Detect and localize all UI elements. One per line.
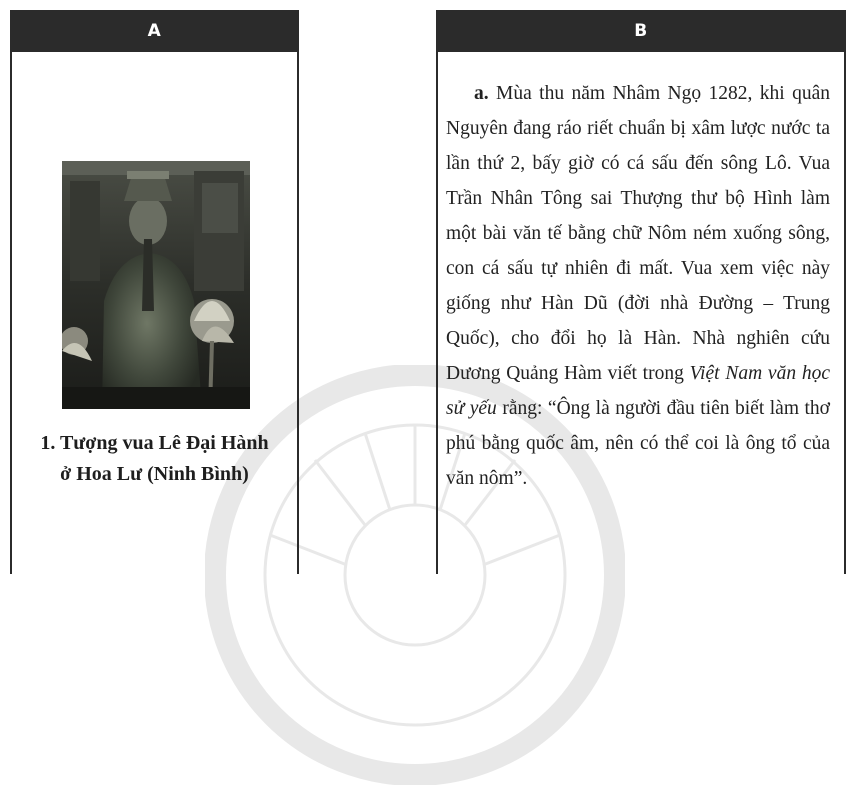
column-a-header: A — [10, 10, 299, 52]
caption-line-2: ở Hoa Lư (Ninh Bình) — [60, 463, 249, 485]
column-a — [10, 10, 299, 574]
passage-label: a. — [474, 83, 489, 104]
caption-line-1: 1. Tượng vua Lê Đại Hành — [40, 432, 269, 454]
passage-a — [446, 76, 830, 496]
book-title: Việt Nam văn học sử yếu — [446, 363, 830, 419]
passage-text-2: rằng: “Ông là người đầu tiên biết làm thơ phú bằng quốc âm, nên có thể coi là ông tổ của văn nôm”. — [446, 398, 830, 489]
passage-text-1: Mùa thu năm Nhâm Ngọ 1282, khi quân Nguyên đang ráo riết chuẩn bị xâm lược nước ta lần thứ 2, bấy giờ có cá sấu đến sông Lô. Vua Trần Nhân Tông sai Thượng thư bộ Hình làm một bài văn tế bằng chữ Nôm ném xuống sông, con cá sấu tự nhiên đi mất. Vua xem việc này giống như Hàn Dũ (đời nhà Đường – Trung Quốc), cho đổi họ là Hàn. Nhà nghiên cứu Dương Quảng Hàm viết trong — [446, 83, 830, 384]
column-b-header: B — [436, 10, 846, 52]
column-b — [436, 10, 846, 574]
statue-caption — [12, 428, 297, 490]
statue-photo — [62, 161, 250, 409]
